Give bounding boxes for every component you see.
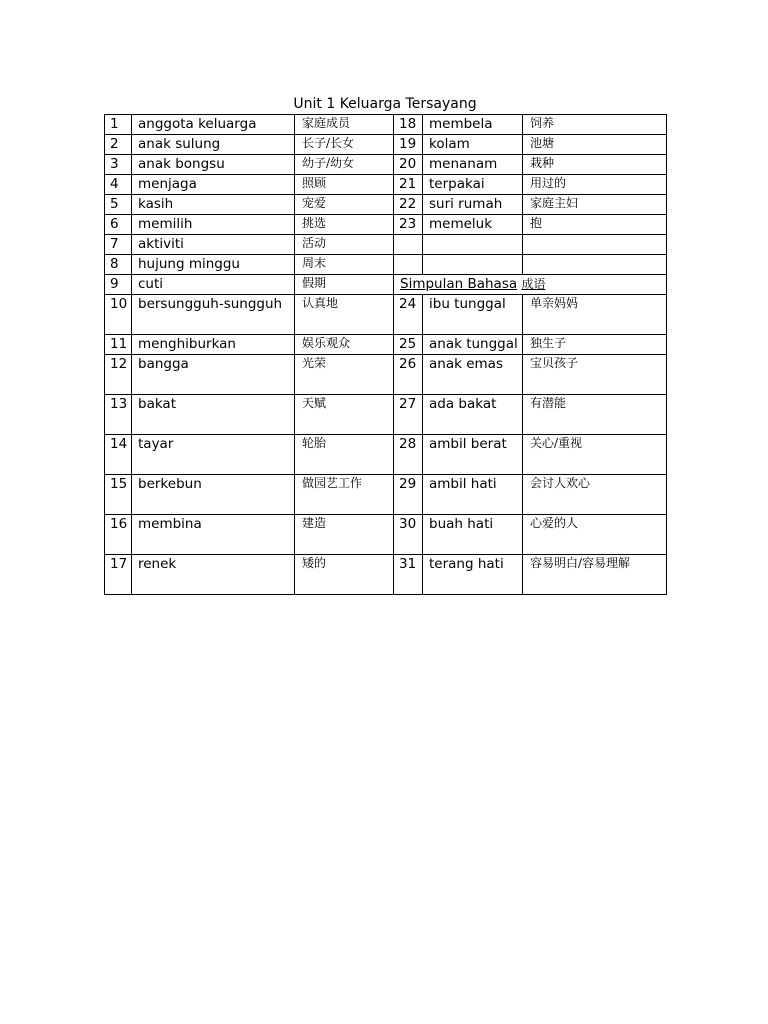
malay-word: berkebun (132, 475, 295, 515)
chinese-meaning: 假期 (295, 275, 394, 295)
chinese-meaning: 池塘 (523, 135, 667, 155)
section-heading-malay: Simpulan Bahasa (400, 276, 518, 292)
chinese-meaning: 关心/重视 (523, 435, 667, 475)
malay-word: aktiviti (132, 235, 295, 255)
table-row (105, 515, 667, 555)
row-number: 16 (105, 515, 132, 555)
row-number: 26 (394, 355, 423, 395)
chinese-meaning: 矮的 (295, 555, 394, 595)
page-title: Unit 1 Keluarga Tersayang (293, 96, 477, 112)
row-number: 10 (105, 295, 132, 335)
chinese-meaning: 用过的 (523, 175, 667, 195)
row-number: 22 (394, 195, 423, 215)
empty-cell (423, 255, 523, 275)
malay-word: menghiburkan (132, 335, 295, 355)
chinese-meaning: 轮胎 (295, 435, 394, 475)
chinese-meaning: 有潜能 (523, 395, 667, 435)
row-number: 5 (105, 195, 132, 215)
malay-word: renek (132, 555, 295, 595)
table-row (105, 235, 667, 255)
chinese-meaning: 建造 (295, 515, 394, 555)
row-number: 1 (105, 115, 132, 135)
table-row (105, 355, 667, 395)
empty-cell (394, 235, 423, 255)
malay-word: tayar (132, 435, 295, 475)
chinese-meaning: 天赋 (295, 395, 394, 435)
table-row (105, 435, 667, 475)
chinese-meaning: 心爱的人 (523, 515, 667, 555)
vocabulary-table (104, 114, 667, 595)
chinese-meaning: 宠爱 (295, 195, 394, 215)
row-number: 25 (394, 335, 423, 355)
table-row (105, 475, 667, 515)
empty-cell (423, 235, 523, 255)
chinese-meaning: 周末 (295, 255, 394, 275)
chinese-meaning: 认真地 (295, 295, 394, 335)
table-row (105, 135, 667, 155)
row-number: 2 (105, 135, 132, 155)
row-number: 17 (105, 555, 132, 595)
table-row (105, 195, 667, 215)
malay-word: memilih (132, 215, 295, 235)
malay-word: bersungguh-sungguh (132, 295, 295, 335)
row-number: 3 (105, 155, 132, 175)
chinese-meaning: 会讨人欢心 (523, 475, 667, 515)
row-number: 7 (105, 235, 132, 255)
row-number: 15 (105, 475, 132, 515)
empty-cell (394, 255, 423, 275)
malay-word: cuti (132, 275, 295, 295)
table-row (105, 215, 667, 235)
row-number: 4 (105, 175, 132, 195)
table-row (105, 295, 667, 335)
table-row (105, 335, 667, 355)
row-number: 21 (394, 175, 423, 195)
chinese-meaning: 娱乐观众 (295, 335, 394, 355)
malay-word: bakat (132, 395, 295, 435)
empty-cell (523, 235, 667, 255)
malay-word: anak bongsu (132, 155, 295, 175)
row-number: 11 (105, 335, 132, 355)
malay-word: memeluk (423, 215, 523, 235)
malay-word: menjaga (132, 175, 295, 195)
malay-word: buah hati (423, 515, 523, 555)
row-number: 9 (105, 275, 132, 295)
row-number: 19 (394, 135, 423, 155)
chinese-meaning: 饲养 (523, 115, 667, 135)
row-number: 31 (394, 555, 423, 595)
empty-cell (523, 255, 667, 275)
malay-word: ibu tunggal (423, 295, 523, 335)
table-row (105, 115, 667, 135)
malay-word: ada bakat (423, 395, 523, 435)
malay-word: membina (132, 515, 295, 555)
table-row (105, 395, 667, 435)
malay-word: terang hati (423, 555, 523, 595)
row-number: 20 (394, 155, 423, 175)
section-heading-chinese: 成语 (521, 277, 546, 291)
chinese-meaning: 挑选 (295, 215, 394, 235)
malay-word: anak emas (423, 355, 523, 395)
row-number: 27 (394, 395, 423, 435)
malay-word: bangga (132, 355, 295, 395)
malay-word: anak tunggal (423, 335, 523, 355)
row-number: 29 (394, 475, 423, 515)
table-row (105, 175, 667, 195)
row-number: 14 (105, 435, 132, 475)
malay-word: anggota keluarga (132, 115, 295, 135)
chinese-meaning: 单亲妈妈 (523, 295, 667, 335)
row-number: 18 (394, 115, 423, 135)
chinese-meaning: 容易明白/容易理解 (523, 555, 667, 595)
malay-word: suri rumah (423, 195, 523, 215)
chinese-meaning: 宝贝孩子 (523, 355, 667, 395)
chinese-meaning: 家庭成员 (295, 115, 394, 135)
row-number: 8 (105, 255, 132, 275)
malay-word: menanam (423, 155, 523, 175)
table-row (105, 255, 667, 275)
chinese-meaning: 幼子/幼女 (295, 155, 394, 175)
malay-word: anak sulung (132, 135, 295, 155)
chinese-meaning: 栽种 (523, 155, 667, 175)
malay-word: terpakai (423, 175, 523, 195)
row-number: 30 (394, 515, 423, 555)
malay-word: membela (423, 115, 523, 135)
row-number: 13 (105, 395, 132, 435)
chinese-meaning: 长子/长女 (295, 135, 394, 155)
chinese-meaning: 抱 (523, 215, 667, 235)
chinese-meaning: 家庭主妇 (523, 195, 667, 215)
table-row (105, 155, 667, 175)
chinese-meaning: 照顾 (295, 175, 394, 195)
malay-word: ambil berat (423, 435, 523, 475)
row-number: 28 (394, 435, 423, 475)
row-number: 6 (105, 215, 132, 235)
malay-word: kasih (132, 195, 295, 215)
malay-word: kolam (423, 135, 523, 155)
malay-word: ambil hati (423, 475, 523, 515)
table-row (105, 555, 667, 595)
section-heading-idioms (394, 275, 667, 295)
chinese-meaning: 光荣 (295, 355, 394, 395)
row-number: 12 (105, 355, 132, 395)
row-number: 23 (394, 215, 423, 235)
row-number: 24 (394, 295, 423, 335)
chinese-meaning: 活动 (295, 235, 394, 255)
table-row (105, 275, 667, 295)
malay-word: hujung minggu (132, 255, 295, 275)
chinese-meaning: 做园艺工作 (295, 475, 394, 515)
chinese-meaning: 独生子 (523, 335, 667, 355)
